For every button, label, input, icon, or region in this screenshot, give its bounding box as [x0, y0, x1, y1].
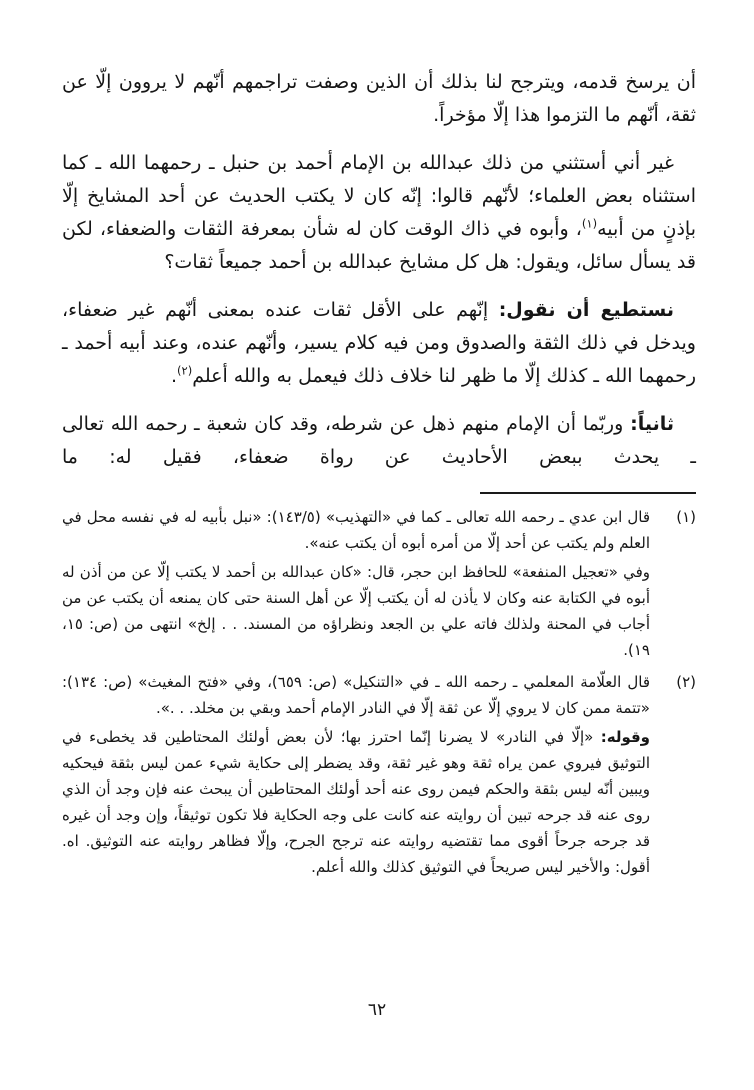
paragraph-secondly	[62, 408, 696, 474]
footnotes-section	[0, 504, 754, 880]
paragraph-text: ، وأبوه في ذاك الوقت كان له شأن بمعرفة الثقات والضعفاء، لكن قد يسأل سائل، ويقول: هل كل مشايخ عبدالله بن أحمد جميعاً ثقات؟	[62, 218, 696, 273]
footnote-2-marker: (٢)	[676, 673, 696, 691]
footnote-ref-1: (١)	[581, 216, 598, 231]
paragraph-text: أن يرسخ قدمه، ويترجح لنا بذلك أن الذين وصفت تراجمهم أنّهم لا يروون إلّا عن ثقة، أنّهم ما التزموا هذا إلّا مؤخراً.	[62, 71, 696, 126]
paragraph-continuation	[62, 66, 696, 132]
footnote-ref-2: (٢)	[177, 363, 193, 378]
footnote-2-text: قال العلّامة المعلمي ـ رحمه الله ـ في «التنكيل» (ص: ٦٥٩)، وفي «فتح المغيث» (ص: ١٣٤): «تتمة ممن كان لا يروي إلّا عن ثقة إلّا في النادر الإمام أحمد وبقي بن مخلد. . .».	[62, 673, 650, 717]
footnote-lead-bold: وقوله:	[600, 728, 650, 746]
paragraph-text: .	[170, 365, 178, 387]
paragraph-text: وربّما أن الإمام منهم ذهل عن شرطه، وقد كان شعبة ـ رحمه الله تعالى ـ يحدث ببعض الأحاديث عن رواة ضعفاء، فقيل له: ما	[62, 413, 696, 468]
paragraph-lead-bold: نستطيع أن نقول:	[498, 299, 674, 321]
footnote-2	[62, 669, 696, 880]
footnote-1-marker: (١)	[676, 508, 696, 526]
paragraph-exception	[62, 147, 696, 279]
main-text	[0, 0, 754, 474]
paragraph-lead-bold: ثانياً:	[630, 413, 674, 435]
footnote-1-text-continued: وفي «تعجيل المنفعة» للحافظ ابن حجر، قال: «كان عبدالله بن أحمد لا يكتب إلّا عن من أذن له أبوه في الكتابة عنه وكان لا يأذن له أن يكتب إلّا عن أهل السنة حتى كان يمنعه أن يكتب عن من أجاب في المحنة ولذلك فاته علي بن الجعد ونظراؤه من المسند. . . إلخ» انتهى من (ص: ١٥، ١٩).	[62, 563, 650, 659]
footnote-1	[62, 504, 696, 663]
footnote-2-commentary	[62, 724, 650, 880]
page-number: ٦٢	[367, 1000, 387, 1020]
paragraph-text: غير أني أستثني من ذلك عبدالله بن الإمام أحمد بن حنبل ـ رحمهما الله ـ كما استثناه بعض العلماء؛ لأنّهم قالوا: إنّه كان لا يكتب الحديث عن أحد المشايخ إلّا بإذنٍ من أبيه	[62, 152, 697, 240]
footnote-commentary-text: «إلّا في النادر» لا يضرنا إنّما احترز بها؛ لأن بعض أولئك المحتاطين قد يخطىء في التوثيق فيروي عمن يراه ثقة وهو غير ثقة، وقد يضطر إلى حكاية شيء عمن ليس بثقة فيحكيه ويبين أنّه ليس بثقة والحكم فيمن روى عنه أحد أولئك المحتاطين أن يبحث عنه فإن وجد أن الذي روى عنه قد جرحه تبين أن روايته عنه كانت على وجه الحكاية فلا تكون توثيقاً، وإن وجد أن غيره قد جرحه جرحاً أقوى مما تقتضيه روايته عنه ترجح الجرح، وإلّا فظاهر روايته عنه التوثيق. اه. أقول: والأخير ليس صريحاً في التوثيق كذلك والله أعلم.	[62, 728, 650, 876]
paragraph-answer	[62, 294, 696, 393]
footnote-separator	[480, 492, 696, 494]
footnote-1-text: قال ابن عدي ـ رحمه الله تعالى ـ كما في «التهذيب» (١٤٣/٥): «نبل بأبيه له في نفسه محل في العلم ولم يكتب عن أحد إلّا من أمره أبوه أن يكتب عنه».	[62, 508, 650, 552]
paragraph-text: إنّهم على الأقل ثقات عنده بمعنى أنّهم غير ضعفاء، ويدخل في ذلك الثقة والصدوق ومن فيه كلام يسير، وأنّهم عنده، وعند أبيه أحمد ـ رحمهما الله ـ كذلك إلّا ما ظهر لنا خلاف ذلك فيعمل به والله أعلم	[62, 299, 696, 387]
